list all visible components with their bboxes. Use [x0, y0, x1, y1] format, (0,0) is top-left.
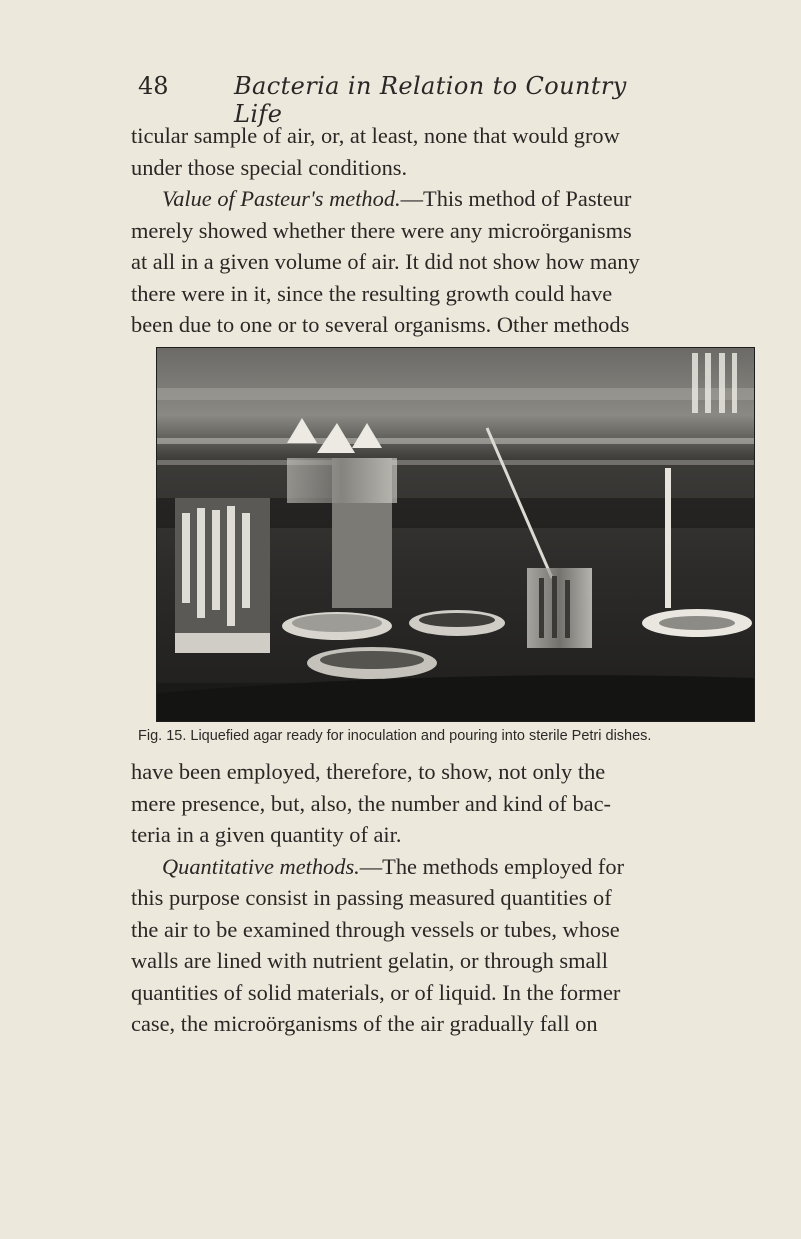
text-line: quantities of solid materials, or of liquid. In the former [131, 979, 621, 1005]
lab-photo-illustration [157, 348, 754, 721]
page-number: 48 [138, 72, 169, 100]
text-line: under those special conditions. [131, 154, 408, 180]
text-line: merely showed whether there were any microörganisms [131, 217, 632, 243]
figure-photograph [156, 347, 755, 722]
section-heading-line [131, 851, 756, 883]
text-line: ticular sample of air, or, at least, none that would grow [131, 123, 620, 148]
section-heading-quantitative: Quantitative methods. [162, 853, 360, 879]
text-line: teria in a given quantity of air. [131, 822, 402, 847]
text-line: there were in it, since the resulting growth could have [131, 280, 613, 306]
text-line: this purpose consist in passing measured quantities of [131, 885, 612, 910]
text-line: mere presence, but, also, the number and kind of bac- [131, 790, 611, 816]
section-heading-pasteur: Value of Pasteur's method. [162, 186, 401, 211]
paragraph-top [131, 120, 756, 341]
text-fragment: —The methods employed for [359, 853, 625, 879]
text-line: been due to one or to several organisms. Other methods [131, 312, 630, 337]
text-fragment: —This method of Pasteur [400, 186, 632, 211]
text-line: walls are lined with nutrient gelatin, or through small [131, 948, 608, 973]
text-line: have been employed, therefore, to show, not only the [131, 759, 606, 784]
figure-caption: Fig. 15. Liquefied agar ready for inoculation and pouring into sterile Petri dishes. [138, 728, 652, 744]
running-title: Bacteria in Relation to Country Life [234, 72, 627, 128]
text-line: the air to be examined through vessels or tubes, whose [131, 916, 620, 942]
section-heading-line [131, 183, 756, 215]
text-line: at all in a given volume of air. It did not show how many [131, 249, 640, 274]
page-header [138, 72, 668, 128]
paragraph-bottom [131, 756, 756, 1040]
text-line: case, the microörganisms of the air gradually fall on [131, 1011, 598, 1036]
